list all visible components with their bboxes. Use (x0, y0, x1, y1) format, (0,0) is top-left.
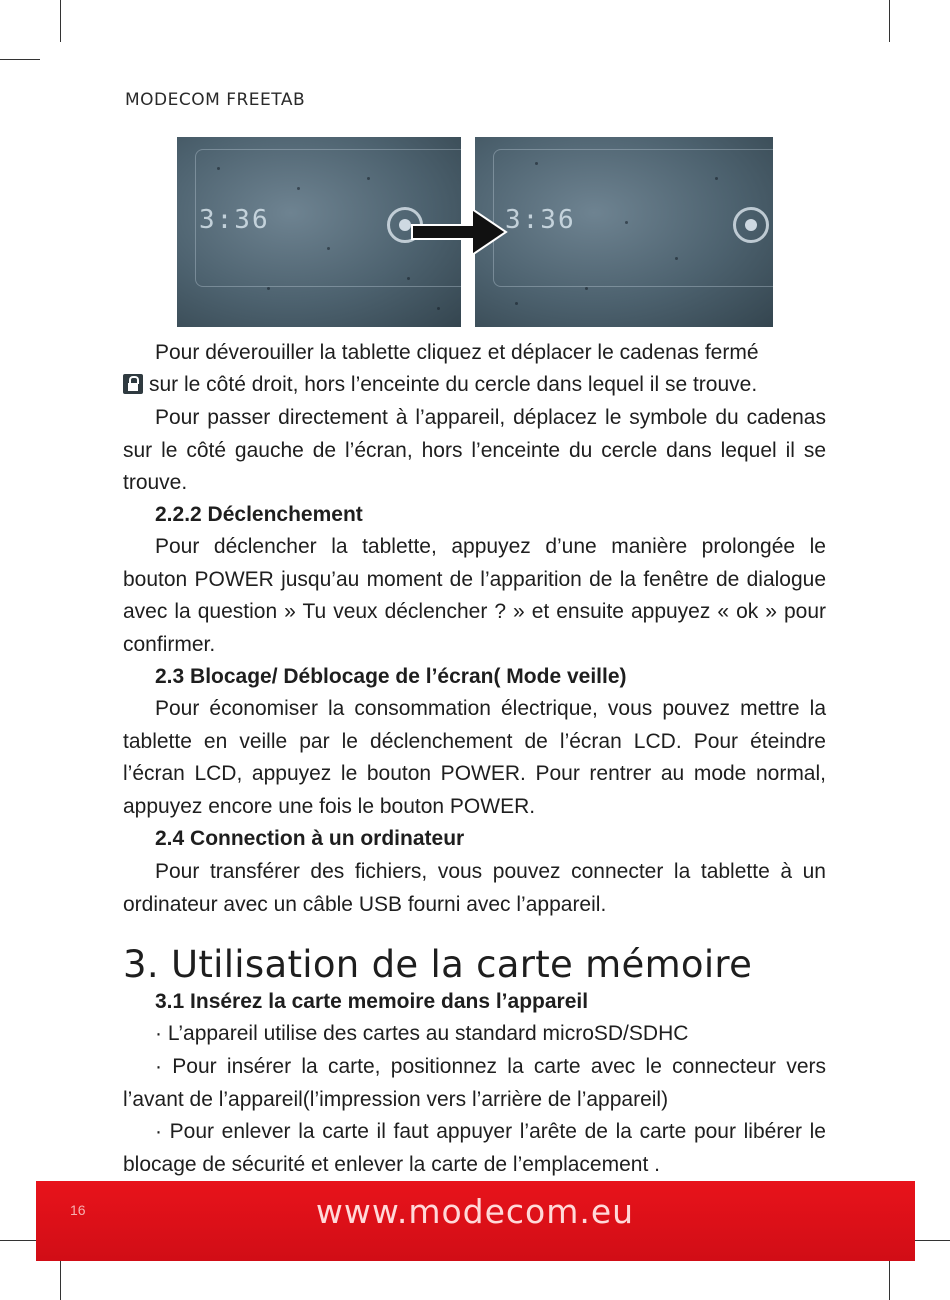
crop-mark (910, 1240, 950, 1241)
running-header: MODECOM FREETAB (125, 90, 306, 110)
paragraph: Pour déverouiller la tablette cliquez et déplacer le cadenas fermé (155, 341, 759, 364)
lockscreen-image-right (475, 137, 773, 327)
water-drop (217, 167, 220, 170)
lock-ring-icon (733, 207, 769, 243)
section-heading: 2.2.2 Déclenchement (155, 503, 363, 526)
clock-text: 3:36 (199, 205, 270, 235)
water-drop (535, 162, 538, 165)
crop-mark (889, 1258, 890, 1300)
water-drop (675, 257, 678, 260)
water-drop (367, 177, 370, 180)
lock-icon (123, 374, 143, 394)
section-heading: 2.3 Blocage/ Déblocage de l’écran( Mode veille) (155, 665, 627, 688)
water-drop (715, 177, 718, 180)
crop-mark (0, 59, 40, 60)
water-drop (585, 287, 588, 290)
footer-url: www.modecom.eu (315, 1192, 635, 1231)
crop-mark (0, 1240, 40, 1241)
water-drop (407, 277, 410, 280)
water-drop (267, 287, 270, 290)
crop-mark (889, 0, 890, 42)
paragraph: Pour passer directement à l’appareil, déplacez le symbole du cadenas sur le côté gauche de l’écran, hors l’enceinte du cercle dans lequel il se trouve. (123, 406, 826, 494)
clock-text: 3:36 (505, 205, 576, 235)
paragraph-text: sur le côté droit, hors l’enceinte du cercle dans lequel il se trouve. (149, 373, 758, 396)
section-heading: 3.1 Insérez la carte memoire dans l’appareil (155, 990, 589, 1013)
page-number: 16 (70, 1202, 86, 1218)
bullet-item: · Pour enlever la carte il faut appuyer l’arête de la carte pour libérer le blocage de sécurité et enlever la carte de l’emplacement . (123, 1120, 826, 1176)
paragraph: Pour économiser la consommation électrique, vous pouvez mettre la tablette en veille par le déclenchement de l’écran LCD. Pour éteindre l’écran LCD, appuyez le bouton POWER. Pour rentrer au mode normal, appuyez encore une fois le bouton POWER. (123, 697, 826, 818)
paragraph (123, 369, 826, 402)
paragraph: Pour déclencher la tablette, appuyez d’une manière prolongée le bouton POWER jusqu’au moment de l’apparition de la fenêtre de dialogue avec la question » Tu veux déclencher ? » et ensuite appuyez « ok » pour confirmer. (123, 535, 826, 656)
chapter-heading: 3. Utilisation de la carte mémoire (123, 943, 753, 986)
water-drop (437, 307, 440, 310)
bullet-item: · Pour insérer la carte, positionnez la carte avec le connecteur vers l’avant de l’appareil(l’impression vers l’arrière de l’appareil) (123, 1055, 826, 1111)
water-drop (515, 302, 518, 305)
water-drop (625, 221, 628, 224)
bullet-item: · L’appareil utilise des cartes au standard microSD/SDHC (155, 1022, 689, 1045)
right-arrow-icon (410, 205, 510, 260)
crop-mark (60, 1258, 61, 1300)
paragraph: Pour transférer des fichiers, vous pouvez connecter la tablette à un ordinateur avec un câble USB fourni avec l’appareil. (123, 860, 826, 916)
section-heading: 2.4 Connection à un ordinateur (155, 827, 465, 850)
crop-mark (60, 0, 61, 42)
water-drop (297, 187, 300, 190)
water-drop (327, 247, 330, 250)
